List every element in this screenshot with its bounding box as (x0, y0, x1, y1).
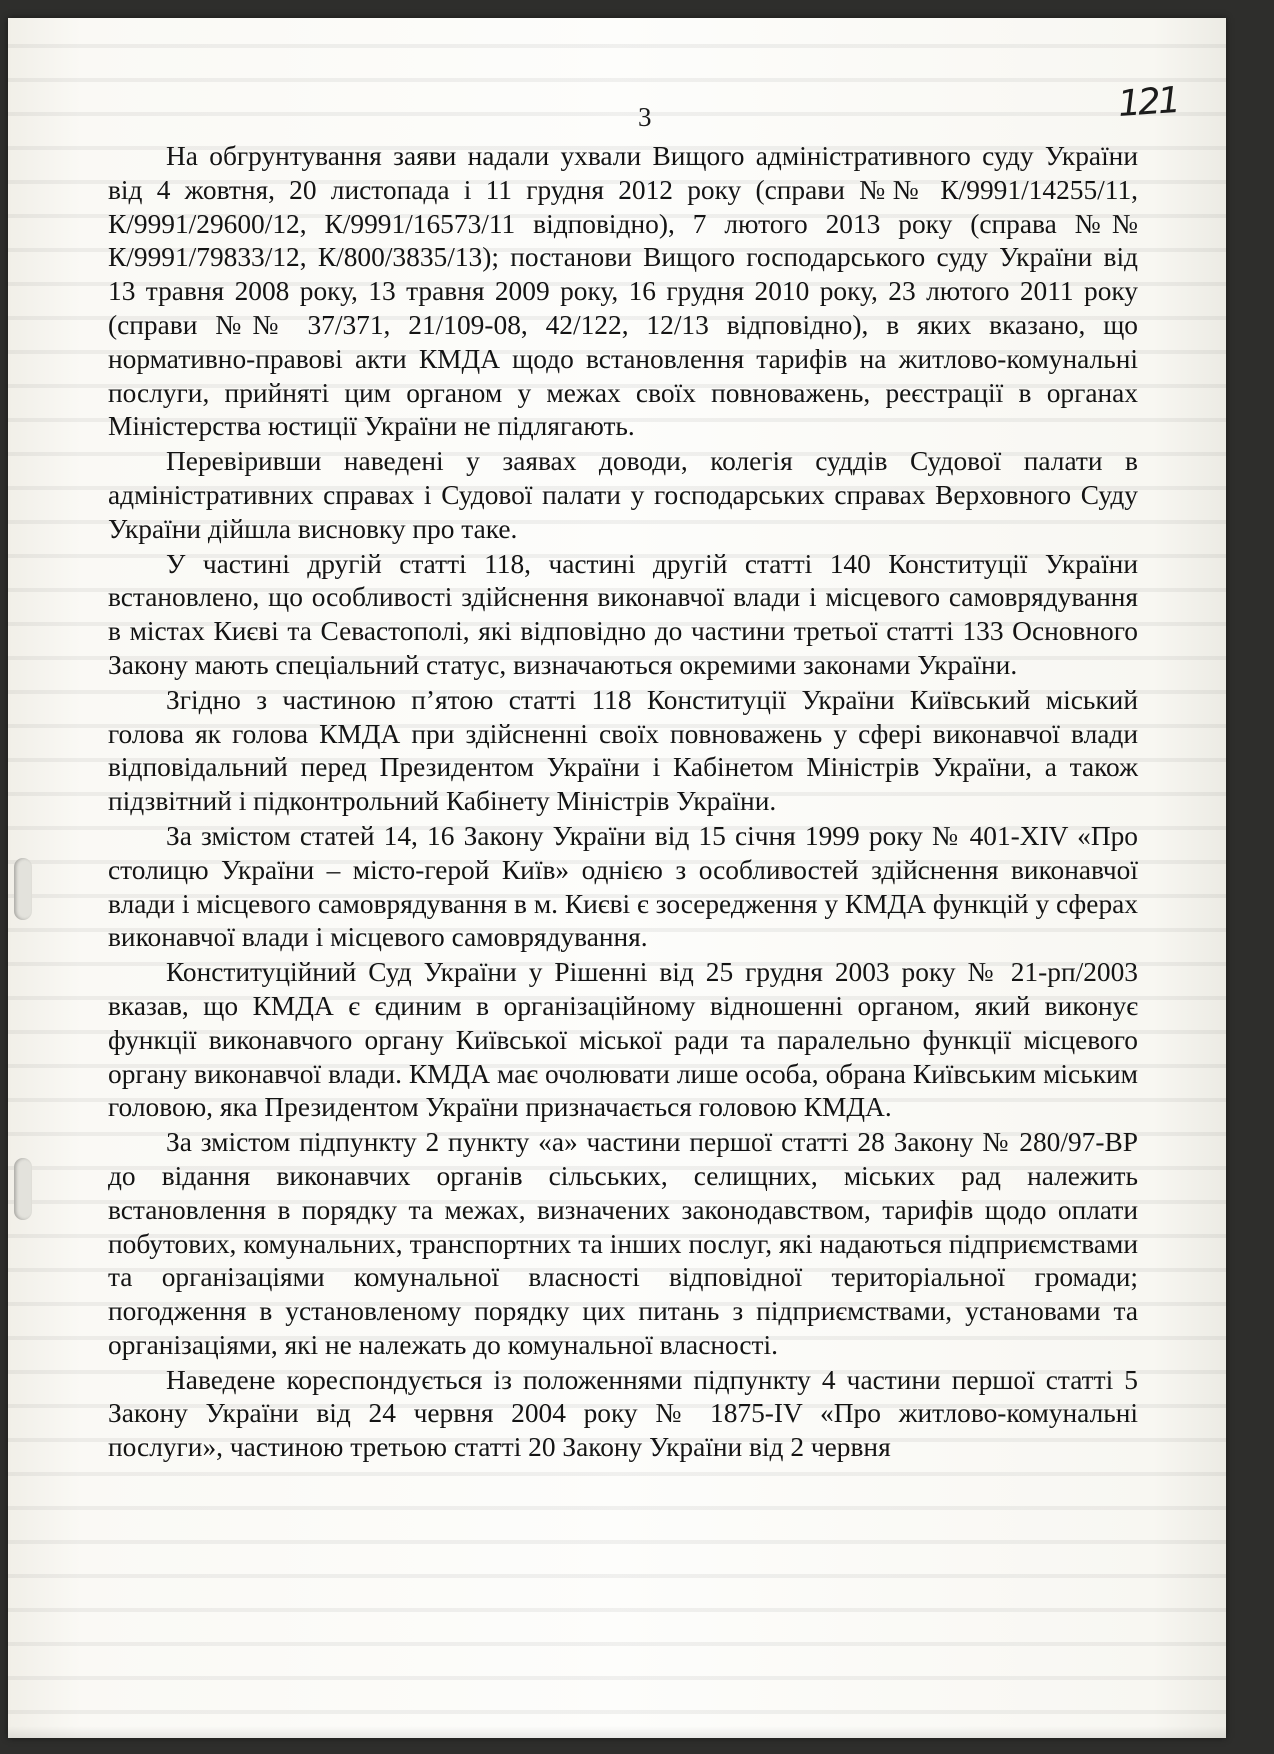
document-body (108, 140, 1138, 1465)
paragraph: За змістом статей 14, 16 Закону України від 15 січня 1999 року № 401-XIV «Про столицю України – місто-герой Київ» однією з особливостей здійснення виконавчої влади і місцевого самоврядування в м. Києві є зосередження у КМДА функцій у сферах виконавчої влади і місцевого самоврядування. (108, 820, 1138, 953)
paragraph: Згідно з частиною п’ятою статті 118 Конституції України Київський міський голова як голова КМДА при здійсненні своїх повноважень у сфері виконавчої влади відповідальний перед Президентом України і Кабінетом Міністрів України, а також підзвітний і підконтрольний Кабінету Міністрів України. (108, 684, 1138, 817)
paragraph: Перевіривши наведені у заявах доводи, колегія суддів Судової палати в адміністративних справах і Судової палати у господарських справах Верховного Суду України дійшла висновку про таке. (108, 446, 1138, 544)
binding-hole (14, 858, 32, 920)
handwritten-sheet-number: 121 (1116, 79, 1180, 126)
binding-hole (14, 1158, 32, 1220)
page-number: 3 (638, 102, 652, 132)
paragraph: Конституційний Суд України у Рішенні від 25 грудня 2003 року № 21-рп/2003 вказав, що КМДА є єдиним в організаційному відношенні органом, який виконує функції виконавчого органу Київської міської ради та паралельно функції місцевого органу виконавчої влади. КМДА має очолювати лише особа, обрана Київським міським головою, яка Президентом України призначається головою КМДА. (108, 957, 1138, 1123)
paragraph: За змістом підпункту 2 пункту «а» частини першої статті 28 Закону № 280/97-ВР до відання виконавчих органів сільських, селищних, міських рад належить встановлення в порядку та межах, визначених законодавством, тарифів щодо оплати побутових, комунальних, транспортних та інших послуг, які надаються підприємствами та організаціями комунальної власності відповідної територіальної громади; погодження в установленому порядку цих питань з підприємствами, установами та організаціями, які не належать до комунальної власності. (108, 1127, 1138, 1360)
paragraph: Наведене кореспондується із положеннями підпункту 4 частини першої статті 5 Закону України від 24 червня 2004 року № 1875-IV «Про житлово-комунальні послуги», частиною третьою статті 20 Закону України від 2 червня (108, 1364, 1138, 1463)
paragraph: У частині другій статті 118, частині другій статті 140 Конституції України встановлено, що особливості здійснення виконавчої влади і місцевого самоврядування в містах Києві та Севастополі, які відповідно до частини третьої статті 133 Основного Закону мають спеціальний статус, визначаються окремими законами України. (108, 548, 1138, 680)
paragraph: На обгрунтування заяви надали ухвали Вищого адміністративного суду України від 4 жовтня, 20 листопада і 11 грудня 2012 року (справи №№ К/9991/14255/11, К/9991/29600/12, К/9991/16573/11 відповідно), 7 лютого 2013 року (справа №№ К/9991/79833/12, К/800/3835/13); постанови Вищого господарського суду України від 13 травня 2008 року, 13 травня 2009 року, 16 грудня 2010 року, 23 лютого 2011 року (справи №№ 37/371, 21/109-08, 42/122, 12/13 відповідно), в яких вказано, що нормативно-правові акти КМДА щодо встановлення тарифів на житлово-комунальні послуги, прийняті цим органом у межах своїх повноважень, реєстрації в органах Міністерства юстиції України не підлягають. (108, 141, 1138, 442)
page-bottom-edge (8, 1726, 1226, 1738)
